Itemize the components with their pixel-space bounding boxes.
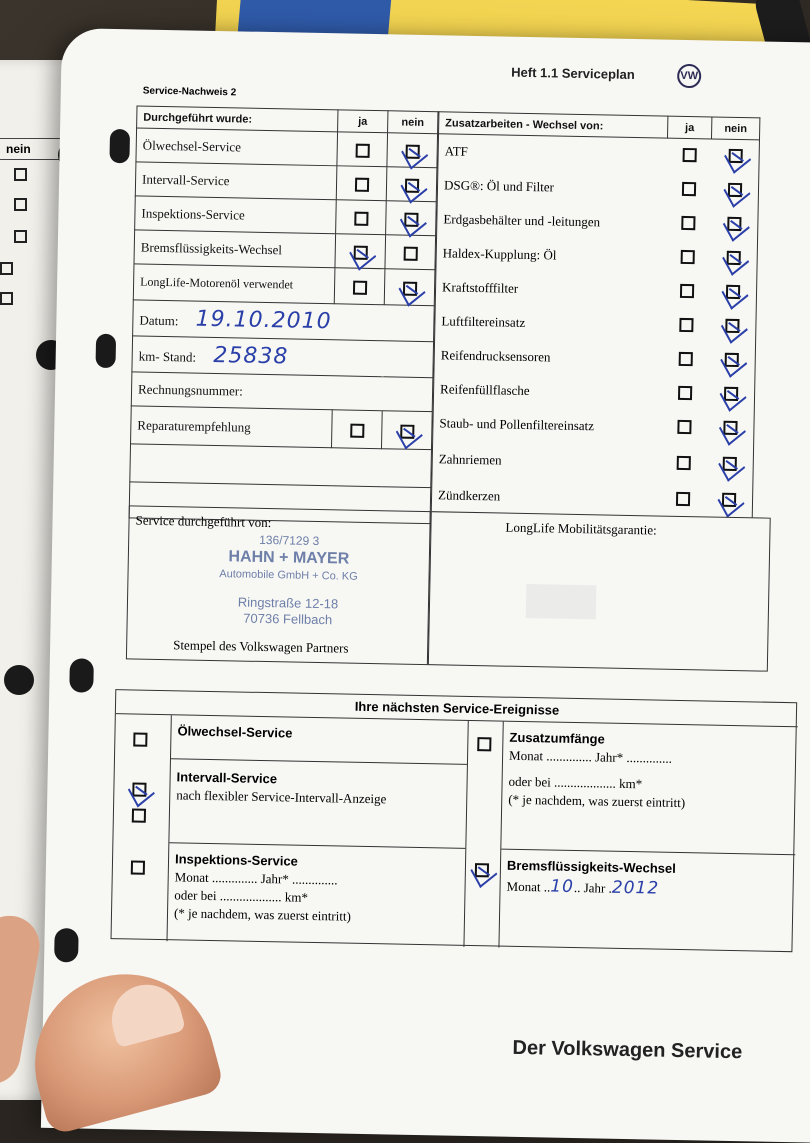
brems-jahr-value[interactable]: 2012 <box>611 877 660 899</box>
checkbox-ja[interactable] <box>679 352 693 366</box>
checkbox-inspektion[interactable] <box>131 860 145 874</box>
row-label: Reifendrucksensoren <box>440 347 551 365</box>
hint: (* je nachdem, was zuerst eintritt) <box>173 905 352 924</box>
checkbox-nein[interactable] <box>405 144 419 158</box>
binder-hole <box>54 928 79 962</box>
datum-value[interactable]: 19.10.2010 <box>195 306 332 335</box>
empty-row <box>130 444 432 488</box>
col-ja: ja <box>338 110 388 133</box>
checkbox <box>0 292 13 305</box>
left-table-head: Durchgeführt wurde: <box>137 106 338 132</box>
intervall-title: Intervall-Service <box>176 769 278 787</box>
row-label: Inspektions-Service <box>135 196 337 234</box>
zusatz-cell <box>501 722 797 856</box>
col-ja: ja <box>667 116 711 139</box>
brems-title: Bremsflüssigkeits-Wechsel <box>506 857 676 876</box>
km-label: km- Stand: <box>138 348 197 365</box>
reparatur-label: Reparaturempfehlung <box>131 406 333 448</box>
checkbox-ja[interactable] <box>681 216 695 230</box>
checkbox-ja[interactable] <box>676 492 690 506</box>
checkbox-ja[interactable] <box>680 284 694 298</box>
intervall-cell <box>169 759 467 849</box>
hint: (* je nachdem, was zuerst eintritt) <box>508 791 686 811</box>
checkbox-zusatz[interactable] <box>477 737 491 751</box>
inspektion-cell <box>167 843 465 947</box>
row-label: Ölwechsel-Service <box>136 128 338 166</box>
zusatz-title: Zusatzumfänge <box>509 729 605 747</box>
km-line: oder bei ................... km* <box>508 773 643 792</box>
oel-cell <box>171 715 468 765</box>
checkbox-nein[interactable] <box>724 387 738 401</box>
mobility-box <box>428 511 771 671</box>
checkbox-intervall-2[interactable] <box>132 808 146 822</box>
checkbox-nein[interactable] <box>727 217 741 231</box>
checkbox-nein[interactable] <box>404 178 418 192</box>
row-label: Luftfiltereinsatz <box>441 313 526 330</box>
row-label: Intervall-Service <box>135 162 337 200</box>
checkbox-ja[interactable] <box>677 420 691 434</box>
left-col-head: nein <box>0 138 60 160</box>
right-check-col <box>463 721 503 948</box>
row-label: Reifenfüllflasche <box>439 381 530 399</box>
checkbox-ja[interactable] <box>352 280 366 294</box>
right-table-body <box>431 133 760 517</box>
header-title: Heft 1.1 Serviceplan <box>511 64 635 83</box>
checkbox-nein[interactable] <box>722 493 736 507</box>
row-label: DSG®: Öl und Filter <box>443 177 555 195</box>
stamp-line: 70736 Fellbach <box>243 610 333 628</box>
checkbox-nein[interactable] <box>727 251 741 265</box>
checkbox-ja[interactable] <box>678 386 692 400</box>
service-by-box <box>126 505 431 665</box>
checkbox-nein[interactable] <box>729 149 743 163</box>
stamp-line: HAHN + MAYER <box>228 548 350 568</box>
row-label: Bremsflüssigkeits-Wechsel <box>134 230 336 268</box>
checkbox-nein[interactable] <box>728 183 742 197</box>
binder-hole <box>95 334 116 368</box>
row-label: Haldex-Kupplung: Öl <box>442 245 557 263</box>
checkbox-ja[interactable] <box>350 423 364 437</box>
service-page <box>41 28 810 1143</box>
checkbox-nein[interactable] <box>723 457 737 471</box>
service-by-label: Service durchgeführt von: <box>135 512 272 531</box>
page-footer: Der Volkswagen Service <box>512 1036 743 1064</box>
row-label: Erdgasbehälter und -leitungen <box>443 211 601 230</box>
left-check-col <box>111 714 171 941</box>
checkbox <box>14 168 27 181</box>
monat-line: Monat .............. Jahr* .............. <box>508 747 673 766</box>
checkbox-nein[interactable] <box>404 212 418 226</box>
checkbox-ja[interactable] <box>682 182 696 196</box>
faded-logo-icon <box>526 584 597 619</box>
stamp-footer: Stempel des Volkswagen Partners <box>173 637 349 656</box>
datum-label: Datum: <box>139 312 179 329</box>
binder-hole <box>4 665 34 695</box>
brems-monat-label: Monat <box>506 878 541 895</box>
km-value[interactable]: 25838 <box>213 342 289 370</box>
left-service-table <box>129 105 439 524</box>
km-line: oder bei ................... km* <box>174 887 309 905</box>
row-label: Zündkerzen <box>437 487 501 504</box>
checkbox-ja[interactable] <box>677 456 691 470</box>
row-label: Kraftstofffilter <box>441 279 519 296</box>
right-table-head: Zusatzarbeiten - Wechsel von: <box>439 112 668 138</box>
next-events-title: Ihre nächsten Service-Ereignisse <box>116 694 798 727</box>
checkbox <box>0 262 13 275</box>
checkbox-ja[interactable] <box>353 245 367 259</box>
row-label: Zahnriemen <box>438 451 502 468</box>
checkbox-nein[interactable] <box>725 319 739 333</box>
intervall-sub: nach flexibler Service-Intervall-Anzeige <box>176 787 387 807</box>
next-events-box <box>111 689 798 952</box>
mobility-label: LongLife Mobilitätsgarantie: <box>505 519 657 538</box>
checkbox-nein[interactable] <box>723 421 737 435</box>
brems-cell <box>499 850 795 954</box>
checkbox-ja[interactable] <box>354 177 368 191</box>
brems-monat-value[interactable]: 10 <box>550 876 575 897</box>
checkbox-ja[interactable] <box>355 143 369 157</box>
inspektion-title: Inspektions-Service <box>174 851 299 869</box>
vw-logo-icon: VW <box>677 64 701 88</box>
checkbox <box>14 230 27 243</box>
row-label: LongLife-Motorenöl verwendet <box>133 264 335 304</box>
col-nein: nein <box>388 111 438 134</box>
col-nein: nein <box>711 117 759 140</box>
checkbox-ja[interactable] <box>354 211 368 225</box>
checkbox-ja[interactable] <box>679 318 693 332</box>
stamp-line: Ringstraße 12-18 <box>237 594 339 612</box>
rechnung-label: Rechnungsnummer: <box>131 372 433 412</box>
binder-hole <box>69 658 94 692</box>
checkbox-nein[interactable] <box>400 424 414 438</box>
monat-line: Monat .............. Jahr* .............. <box>174 869 338 888</box>
checkbox-oel[interactable] <box>133 733 147 747</box>
checkbox-brems[interactable] <box>475 863 489 877</box>
brems-line: Monat ..10.. Jahr .2012 <box>506 876 660 899</box>
row-label: ATF <box>444 143 468 159</box>
oel-label: Ölwechsel-Service <box>177 723 293 741</box>
section-title: Service-Nachweis 2 <box>142 85 237 99</box>
brems-jahr-label: Jahr <box>583 880 606 896</box>
checkbox-ja[interactable] <box>683 148 697 162</box>
row-label: Staub- und Pollenfiltereinsatz <box>439 415 595 434</box>
checkbox-intervall[interactable] <box>132 782 146 796</box>
checkbox-nein[interactable] <box>403 246 417 260</box>
checkbox-nein[interactable] <box>402 281 416 295</box>
checkbox-ja[interactable] <box>681 250 695 264</box>
checkbox <box>14 198 27 211</box>
stamp-line: Automobile GmbH + Co. KG <box>219 568 358 583</box>
stamp-line: 136/7129 3 <box>259 532 320 549</box>
checkbox-nein[interactable] <box>726 285 740 299</box>
binder-hole <box>109 129 130 163</box>
checkbox-nein[interactable] <box>725 353 739 367</box>
